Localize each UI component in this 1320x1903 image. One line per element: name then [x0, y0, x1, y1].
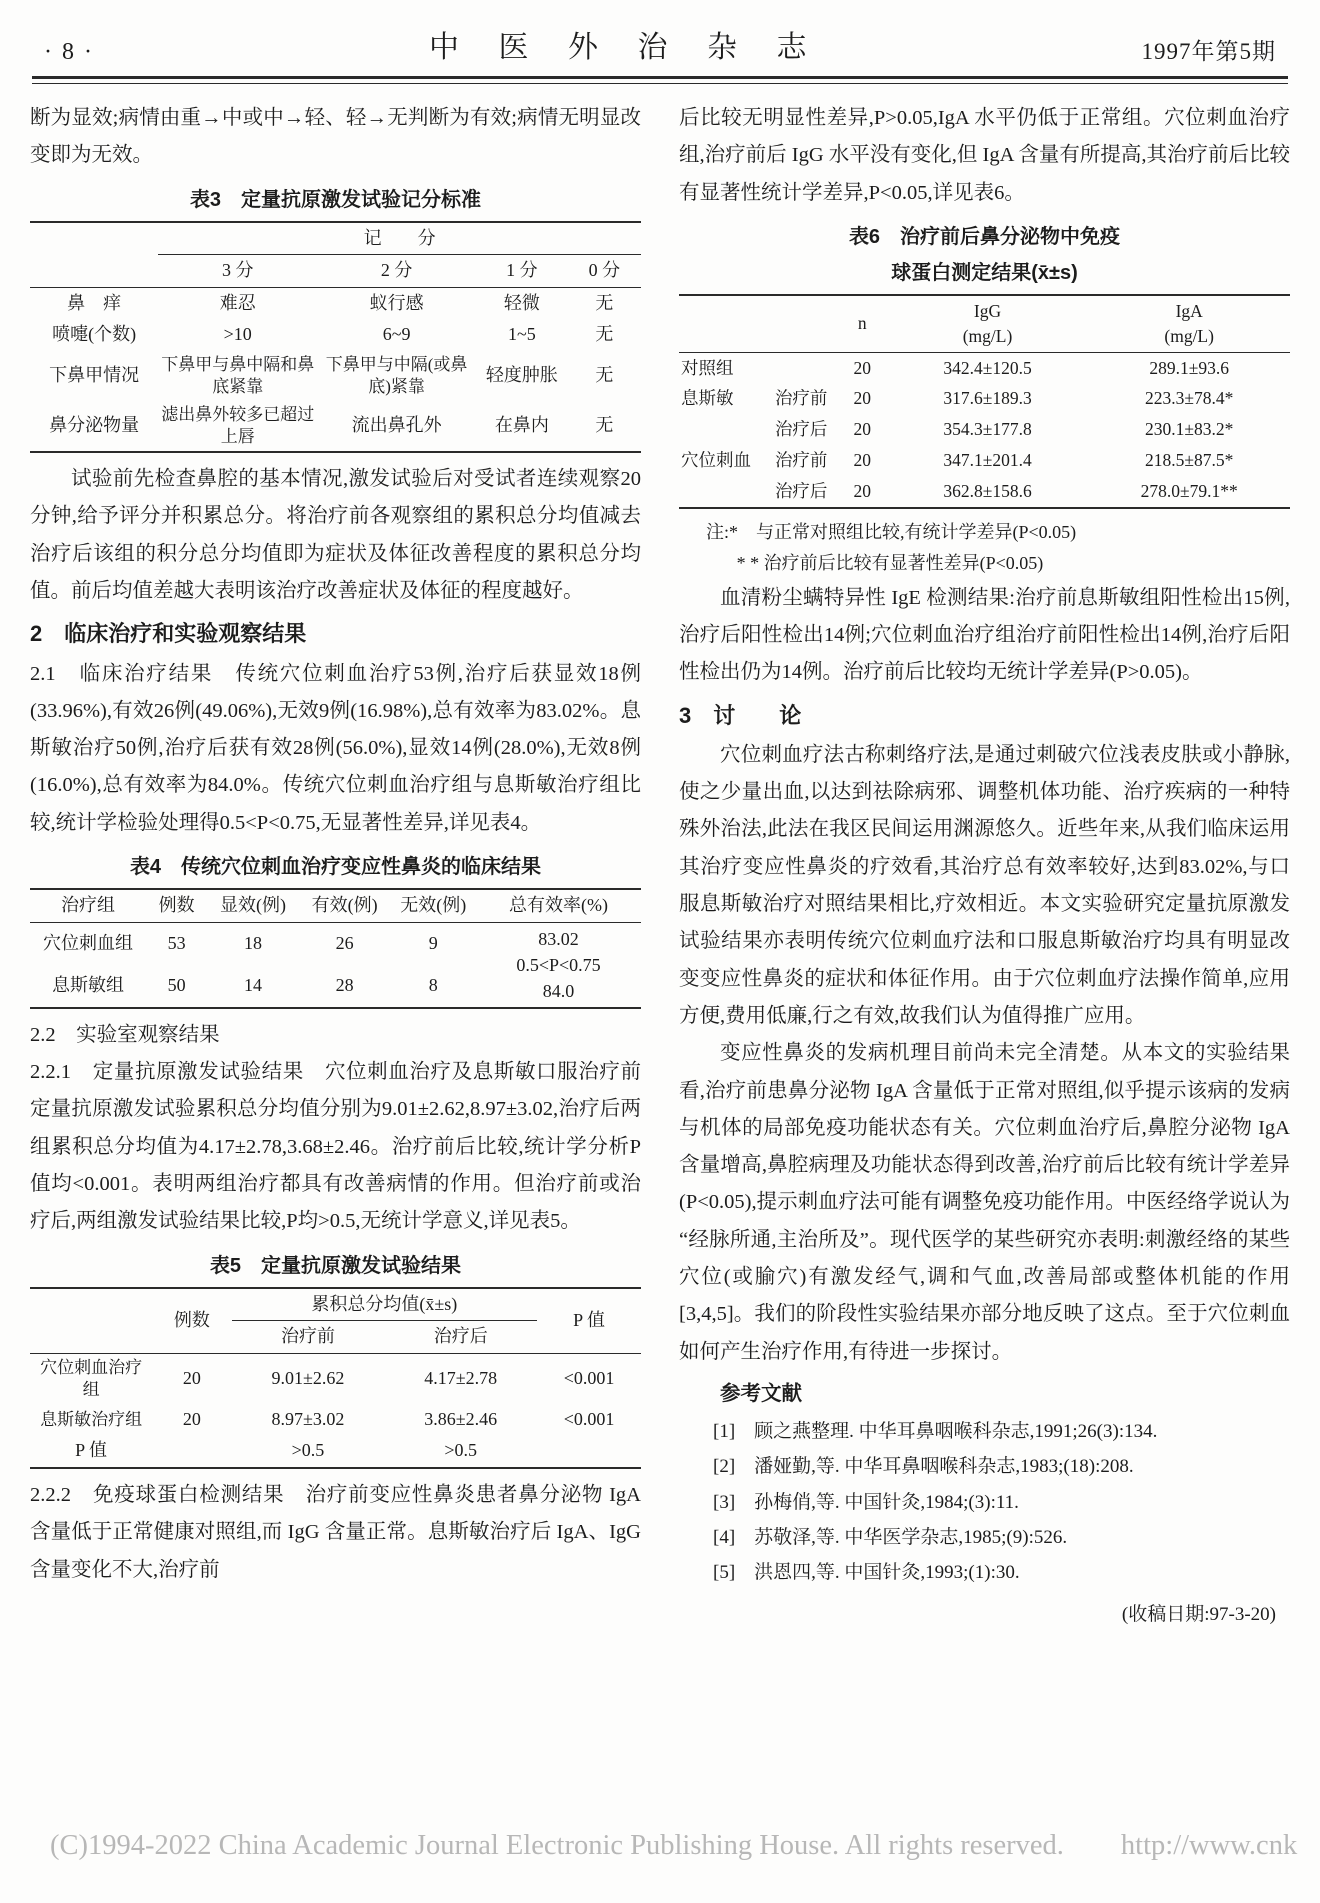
table-row: P 值 >0.5 >0.5 [30, 1435, 641, 1468]
table6-notes [679, 517, 1290, 580]
paragraph-test-procedure: 试验前先检查鼻腔的基本情况,激发试验后对受试者连续观察20分钟,给予评分并积累总分。将治疗前各观察组的累积总分均值减去治疗后该组的积分总分均值即为症状及体征改善程度的累积总分均值。前后均值差越大表明该治疗改善症状及体征的程度越好。 [30, 468, 641, 603]
issue-info: 1997年第5期 [1141, 39, 1276, 64]
table5-head-post: 治疗后 [433, 1326, 488, 1347]
table4-colhead: 显效(例) [219, 895, 286, 916]
paragraph-2-2-1: 2.2.1 定量抗原激发试验结果 穴位刺血治疗及息斯敏口服治疗前定量抗原激发试验累积总分均值分别为9.01±2.62,8.97±3.02,治疗后两组累积总分均值为4.17±2.78,3.68±2.46。治疗前后比较,统计学分析P值均<0.001。表明两组治疗都具有改善病情的作用。但治疗前或治疗后,两组激发试验结果比较,P均>0.5,无统计学意义,详见表5。 [30, 1061, 641, 1233]
table6-caption-line2: 球蛋白测定结果(x̄±s) [891, 261, 1078, 284]
table3-caption: 表3 定量抗原激发试验记分标准 [189, 188, 482, 211]
right-column [679, 100, 1290, 1633]
two-column-body [30, 100, 1290, 1633]
paragraph-continuation-right: 后比较无明显性差异,P>0.05,IgA 水平仍低于正常组。穴位刺血治疗组,治疗前后 IgG 水平没有变化,但 IgA 含量有所提高,其治疗前后比较有显著性统计学差异,P<0.05,详见表6。 [679, 107, 1291, 204]
table-row: 治疗后 20 354.3±177.8 230.1±83.2* [774, 419, 1234, 440]
section3-heading: 3 讨 论 [679, 702, 802, 728]
page-header [30, 14, 1290, 76]
page-number: · 8 · [44, 39, 94, 65]
table4-colhead: 无效(例) [400, 895, 467, 916]
table3-score-header: 记 分 [158, 222, 641, 255]
cnki-watermark: (C)1994-2022 China Academic Journal Electronic Publishing House. All rights reserved. http://www.cnk [50, 1830, 1298, 1861]
paragraph-ige: 血清粉尘螨特异性 IgE 检测结果:治疗前息斯敏组阳性检出15例,治疗后阳性检出14例;穴位刺血治疗组治疗前阳性检出14例,治疗后阳性检出仍为14例。治疗前后比较均无统计学差异(P>0.05)。 [679, 586, 1290, 684]
table5-head-p: P 值 [573, 1309, 605, 1330]
table4-colhead: 有效(例) [311, 895, 378, 916]
references-heading: 参考文献 [720, 1381, 802, 1405]
table-row: 对照组 20 342.4±120.5 289.1±93.6 [681, 357, 1229, 378]
table-row: 喷嚏(个数) >10 6~9 1~5 无 [52, 324, 614, 345]
table3 [30, 221, 641, 454]
table-row: 穴位刺血治疗组 20 9.01±2.62 4.17±2.78 <0.001 [40, 1357, 615, 1399]
table-row: 鼻分泌物量 滤出鼻外较多已超过上唇 流出鼻孔外 在鼻内 无 [30, 401, 641, 452]
section2-heading: 2 临床治疗和实验观察结果 [30, 621, 307, 647]
table4-rate2: 84.0 [542, 980, 575, 1001]
table4-colhead: 例数 [158, 895, 195, 916]
table4-rate1: 83.02 [538, 928, 579, 949]
paragraph-2-1: 2.1 临床治疗结果 传统穴位刺血治疗53例,治疗后获显效18例(33.96%),有效26例(49.06%),无效9例(16.98%),总有效率为83.02%。息斯敏治疗50例,治疗后获有效28例(56.0%),显效14例(28.0%),无效8例(16.0%),总有效率为84.0%。传统穴位刺血治疗组与息斯敏治疗组比较,统计学检验处理得0.5<P<0.75,无显著性差异,详见表4。 [30, 662, 641, 834]
paragraph-2-2-2: 2.2.2 免疫球蛋白检测结果 治疗前变应性鼻炎患者鼻分泌物 IgA 含量低于正常健康对照组,而 IgG 含量正常。息斯敏治疗后 IgA、IgG 含量变化不大,治疗前 [30, 1484, 641, 1581]
reference-item: [2] 潘娅勤,等. 中华耳鼻咽喉科杂志,1983;(18):208. [713, 1456, 1134, 1478]
table5-head-n: 例数 [173, 1309, 210, 1330]
table5-head-span: 累积总分均值(x̄±s) [232, 1288, 538, 1321]
left-column [30, 100, 641, 1633]
table-row: 治疗后 20 362.8±158.6 278.0±79.1** [679, 476, 1290, 508]
table-row: 息斯敏 治疗前 20 317.6±189.3 223.3±78.4* [681, 388, 1234, 409]
table3-corner [30, 222, 158, 255]
table4-colhead: 治疗组 [61, 895, 116, 916]
table-row: 息斯敏组 50 14 28 8 [30, 965, 641, 1008]
table-row: 下鼻甲情况 下鼻甲与鼻中隔和鼻底紧靠 下鼻甲与中隔(或鼻底)紧靠 轻度肿胀 无 [49, 354, 614, 396]
reference-item: [5] 洪恩四,等. 中国针灸,1993;(1):30. [713, 1561, 1020, 1583]
table3-colhead: 3 分 [221, 260, 254, 281]
discussion-paragraph-1: 穴位刺血疗法古称刺络疗法,是通过刺破穴位浅表皮肤或小静脉,使之少量出血,以达到祛除病邪、调整机体功能、治疗疾病的一种特殊外治法,此法在我区民间运用渊源悠久。近些年来,从我们临床运用其治疗变应性鼻炎的疗效看,其治疗总有效率较好,达到83.02%,与口服息斯敏治疗对照结果相比,疗效相近。本文实验研究定量抗原激发试验结果亦表明传统穴位刺血疗法和口服息斯敏治疗均具有明显改变变应性鼻炎的症状和体征作用。由于穴位刺血疗法操作简单,应用方便,费用低廉,行之有效,故我们认为值得推广应用。 [679, 743, 1290, 1027]
table-row: 鼻 痒 难忍 蚁行感 轻微 无 [67, 292, 614, 313]
table4 [30, 888, 641, 1009]
reference-item: [1] 顾之燕整理. 中华耳鼻咽喉科杂志,1991;26(3):134. [713, 1421, 1158, 1443]
table6 [679, 294, 1290, 509]
table4-rate-cell [476, 922, 641, 1008]
table4-caption: 表4 传统穴位刺血治疗变应性鼻炎的临床结果 [129, 856, 542, 879]
discussion-paragraph-2: 变应性鼻炎的发病机理目前尚未完全清楚。从本文的实验结果看,治疗前患鼻分泌物 IgA 含量低于正常对照组,似乎提示该病的发病与机体的局部免疫功能状态有关。穴位刺血治疗后,鼻腔分泌物 IgA 含量增高,鼻腔病理及功能状态得到改善,治疗前后比较有统计学差异(P<0.05),提示刺血疗法可能有调整免疫功能作用。中医经络学说认为“经脉所通,主治所及”。现代医学的某些研究亦表明:刺激经络的某些穴位(或腧穴)有激发经气,调和气血,改善局部或整体机能的作用[3,4,5]。我们的阶段性实验结果亦部分地反映了这点。至于穴位刺血如何产生治疗作用,有待进一步探讨。 [679, 1042, 1290, 1363]
table6-caption-line1: 表6 治疗前后鼻分泌物中免疫 [848, 225, 1121, 248]
table6-note2: * * 治疗前后比较有显著性差异(P<0.05) [736, 553, 1044, 574]
header-rule [32, 76, 1288, 84]
table-row: 穴位刺血 治疗前 20 347.1±201.4 218.5±87.5* [681, 450, 1234, 471]
table6-head-iga: IgA (mg/L) [1164, 300, 1214, 346]
heading-2-2: 2.2 实验室观察结果 [30, 1023, 220, 1046]
table-row: 息斯敏治疗组 20 8.97±3.02 3.86±2.46 <0.001 [40, 1408, 615, 1429]
table6-note1: 注:* 与正常对照组比较,有统计学差异(P<0.05) [706, 521, 1077, 542]
table-row: 穴位刺血组 53 18 26 9 83.02 0.5<P<0.75 84.0 [30, 922, 641, 965]
table3-colhead: 0 分 [588, 260, 621, 281]
journal-title: 中 医 外 治 杂 志 [428, 31, 823, 64]
table3-colhead: 1 分 [506, 260, 538, 281]
reference-item: [4] 苏敬泽,等. 中华医学杂志,1985;(9):526. [713, 1526, 1068, 1548]
table4-p-note: 0.5<P<0.75 [516, 954, 601, 975]
table3-colhead: 2 分 [380, 260, 413, 281]
table5 [30, 1287, 641, 1469]
table4-colhead: 总有效率(%) [509, 895, 608, 916]
table5-head-pre: 治疗前 [280, 1326, 335, 1347]
table6-head-n: n [857, 313, 867, 334]
reference-item: [3] 孙梅俏,等. 中国针灸,1984;(3):11. [713, 1491, 1019, 1513]
paragraph-continuation-left: 断为显效;病情由重→中或中→轻、轻→无判断为有效;病情无明显改变即为无效。 [30, 107, 641, 167]
received-date: (收稿日期:97-3-20) [1121, 1603, 1276, 1625]
table5-caption: 表5 定量抗原激发试验结果 [209, 1254, 462, 1277]
table6-head-igg: IgG (mg/L) [962, 300, 1013, 346]
